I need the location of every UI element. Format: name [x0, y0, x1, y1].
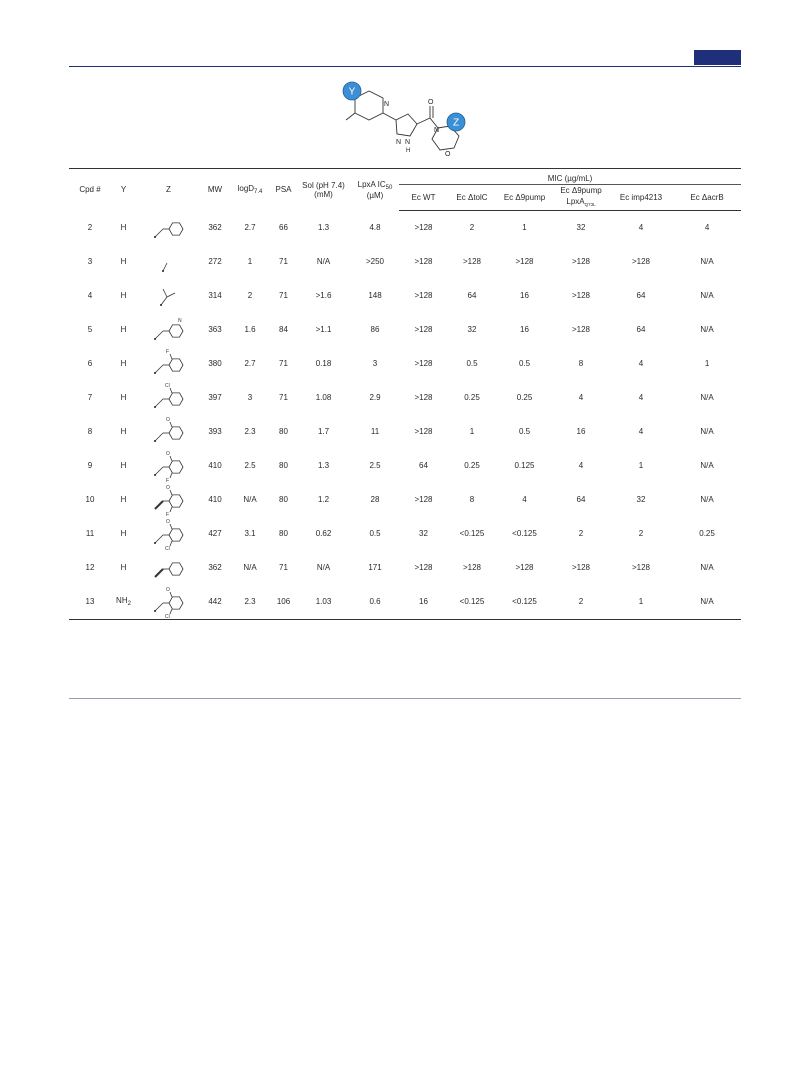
cell-ec-9pump-lpxa: 64	[576, 495, 586, 504]
cell-ec-9pump: >128	[515, 257, 534, 266]
cell-ec-9pump-lpxa: 8	[578, 359, 584, 368]
cell-ec-wt: >128	[414, 563, 433, 572]
table-row	[69, 551, 741, 585]
cell-ic50: 11	[370, 427, 380, 436]
cell-ec-tolc: 64	[467, 291, 477, 300]
cell-y: H	[120, 223, 127, 232]
svg-text:F: F	[165, 348, 169, 355]
col-cpd: Cpd #	[69, 169, 111, 211]
cell-ec-acrb: N/A	[700, 563, 714, 572]
cell-y: H	[120, 563, 127, 572]
cell-ec-wt: >128	[414, 393, 433, 402]
col-z: Z	[136, 169, 201, 211]
cell-ec-acrb: N/A	[673, 585, 741, 620]
pyrazole-ring	[396, 114, 417, 136]
cell-ec-9pump-lpxa: 16	[576, 427, 586, 436]
y-badge-label: Y	[348, 86, 356, 98]
cell-mw: 427	[208, 529, 222, 538]
table-row	[69, 517, 741, 551]
cell-ec-wt: >128	[414, 427, 433, 436]
cell-ec-9pump: >128	[515, 563, 534, 572]
amide-n-label: N	[434, 127, 440, 134]
z-structure-2-chlorobenzyl	[136, 381, 201, 415]
cell-ec-9pump: 4	[522, 495, 527, 504]
cell-ec-imp: 1	[638, 461, 644, 470]
cell-ec-wt: >128	[414, 359, 433, 368]
cell-ec-9pump-lpxa: 32	[576, 223, 586, 233]
table-row	[69, 245, 741, 279]
carbonyl-o-label: O	[428, 99, 434, 106]
cell-ec-9pump: 0.5	[518, 359, 531, 368]
pyrazole-nh-label: N	[405, 139, 411, 146]
z-structure-benzyl-wedge	[136, 551, 201, 585]
z-structure-methoxy-fluorobenzyl-wedge	[136, 483, 201, 517]
col-logd: logD$_{7.4}$	[229, 169, 271, 211]
cell-ec-wt: 16	[399, 585, 448, 620]
cell-sol: 1.2	[317, 495, 330, 504]
cell-ec-9pump: 0.125	[514, 461, 535, 470]
col-y: Y	[111, 169, 136, 211]
cell-mw: 397	[208, 393, 222, 402]
table-row	[69, 347, 741, 381]
table-body	[69, 211, 741, 620]
cell-ic50: 4.8	[369, 223, 381, 232]
cell-mw: 363	[208, 325, 222, 334]
svg-text:O: O	[165, 518, 170, 525]
cell-ec-imp: >128	[631, 563, 651, 572]
cell-psa: 80	[279, 461, 288, 470]
cell-ec-imp: 64	[636, 291, 646, 300]
cell-logd: N/A	[243, 563, 257, 572]
cell-cpd: 12	[85, 563, 95, 572]
cell-sol: 1.03	[296, 585, 351, 620]
cell-cpd: 11	[85, 529, 95, 538]
cell-logd: 2	[247, 291, 253, 300]
cell-cpd: 3	[87, 257, 93, 266]
cell-sol: 1.08	[315, 393, 332, 402]
cell-logd: 3	[247, 393, 253, 402]
cell-ec-acrb: 4	[704, 223, 710, 233]
cell-psa: 84	[279, 325, 288, 334]
cell-ec-wt: 32	[419, 529, 428, 538]
cell-sol: 0.18	[315, 359, 332, 368]
col-ec-imp: Ec imp4213	[609, 185, 673, 211]
cell-cpd: 10	[85, 495, 95, 504]
cell-ic50: 148	[368, 291, 382, 300]
table-row	[69, 449, 741, 483]
cell-cpd: 13	[69, 585, 111, 620]
cell-ic50: 3	[372, 359, 378, 368]
cell-ic50: 0.6	[351, 585, 399, 620]
cell-ec-9pump: <0.125	[496, 585, 553, 620]
cell-mw: 272	[208, 257, 222, 266]
cell-psa: 80	[279, 529, 288, 538]
pyrazole-h-label: H	[406, 148, 411, 154]
svg-text:O: O	[165, 586, 170, 593]
cell-ic50: 2.5	[369, 461, 381, 470]
morpholine-o-label: O	[445, 151, 451, 158]
cell-ec-9pump: 16	[520, 291, 529, 300]
cell-y: H	[120, 257, 127, 266]
cell-ec-tolc: 2	[469, 223, 475, 233]
pyridine-n-label: N	[384, 101, 390, 108]
header-tab	[694, 50, 741, 65]
cell-ic50: 28	[370, 495, 380, 504]
cell-cpd: 8	[87, 427, 93, 436]
cell-ec-9pump-lpxa: 2	[553, 585, 609, 620]
cell-ec-acrb: N/A	[700, 495, 714, 504]
table-row	[69, 415, 741, 449]
cell-psa: 80	[279, 427, 288, 436]
cell-ec-9pump-lpxa: >128	[571, 257, 591, 266]
svg-text:O: O	[165, 484, 170, 491]
cell-ec-9pump-lpxa: 2	[578, 529, 584, 538]
cell-ec-imp: 4	[638, 223, 644, 233]
cell-psa: 106	[271, 585, 296, 620]
z-structure-2-methoxybenzyl	[136, 415, 201, 449]
cell-ec-tolc: 32	[467, 325, 477, 334]
svg-text:O: O	[165, 450, 170, 457]
z-structure-methoxy-fluorobenzyl	[136, 449, 201, 483]
cell-ic50: 2.9	[369, 393, 381, 402]
cell-sol: 1.3	[317, 461, 330, 470]
cell-ec-wt: >128	[414, 325, 433, 334]
cell-logd: 2.5	[244, 461, 256, 470]
cell-sol: 1.3	[317, 223, 330, 232]
cell-ec-tolc: 8	[469, 495, 475, 504]
cell-ec-wt: >128	[414, 291, 433, 300]
cell-ec-9pump: <0.125	[512, 529, 537, 538]
cell-ec-9pump: 0.25	[516, 393, 533, 402]
cell-cpd: 9	[87, 461, 93, 470]
cell-ec-imp: 2	[638, 529, 644, 538]
cell-psa: 71	[279, 393, 288, 402]
cell-ec-9pump-lpxa: 4	[578, 461, 584, 470]
cell-ec-acrb: N/A	[700, 257, 714, 266]
cell-y: H	[120, 393, 127, 402]
cell-logd: 2.7	[244, 359, 256, 368]
cell-mw: 314	[208, 291, 222, 300]
z-structure-hydrogen	[136, 245, 201, 279]
bottom-rule	[69, 698, 741, 699]
cell-y: H	[120, 325, 127, 334]
col-sol: Sol (pH 7.4) (mM)	[296, 169, 351, 211]
z-structure-benzyl	[136, 211, 201, 245]
cell-ec-tolc: <0.125	[448, 585, 496, 620]
cell-sol: >1.6	[315, 291, 332, 300]
cell-cpd: 2	[87, 223, 93, 232]
cell-sol: 0.62	[315, 529, 332, 538]
cell-sol: N/A	[316, 563, 331, 572]
svg-text:Cl: Cl	[164, 613, 170, 619]
cell-ec-imp: 4	[638, 427, 644, 436]
svg-text:O: O	[165, 416, 170, 423]
cell-ec-9pump-lpxa: >128	[571, 291, 591, 300]
cell-ec-9pump-lpxa: >128	[571, 325, 591, 334]
cell-ec-tolc: 0.5	[466, 359, 478, 368]
svg-text:Cl: Cl	[164, 382, 170, 389]
cell-ic50: 0.5	[369, 529, 381, 538]
table-row	[69, 211, 741, 245]
cell-logd: 2.3	[229, 585, 271, 620]
cell-ec-wt: 64	[419, 461, 428, 470]
svg-text:F: F	[165, 477, 169, 483]
cell-logd: 2.3	[244, 427, 256, 436]
svg-text:N: N	[177, 317, 182, 324]
col-group-mic: MIC (µg/mL)	[399, 169, 741, 185]
cell-cpd: 5	[87, 325, 93, 334]
col-ic50: LpxA $IC_{50}$ (µM)	[351, 169, 399, 211]
pyrazole-n-label: N	[396, 139, 402, 146]
cell-y: H	[120, 529, 127, 538]
cell-logd: 1	[247, 257, 253, 266]
cell-logd: 3.1	[244, 529, 256, 538]
cell-ic50: >250	[365, 257, 385, 266]
cell-mw: 393	[208, 427, 222, 436]
cell-ec-tolc: 0.25	[464, 461, 480, 470]
cell-y: H	[120, 359, 127, 368]
z-structure-methoxy-chlorobenzyl	[136, 585, 201, 620]
cell-y: $NH_2$	[111, 585, 136, 620]
cell-cpd: 6	[87, 359, 93, 368]
cell-logd: N/A	[243, 495, 257, 504]
table-row	[69, 313, 741, 347]
cell-mw: 442	[201, 585, 229, 620]
z-structure-pyridylmethyl	[136, 313, 201, 347]
svg-text:Cl: Cl	[164, 545, 170, 551]
cell-ec-imp: >128	[631, 257, 651, 266]
cell-sol: N/A	[316, 257, 331, 266]
col-psa: PSA	[271, 169, 296, 211]
cell-ec-wt: >128	[414, 223, 433, 233]
cell-ec-9pump: 16	[520, 325, 529, 334]
cell-ec-imp: 4	[638, 393, 644, 402]
top-rule	[69, 66, 741, 67]
cell-ec-tolc: <0.125	[459, 529, 485, 538]
cell-ec-imp: 32	[636, 495, 646, 504]
cell-ec-9pump-lpxa: 4	[578, 393, 584, 402]
col-mw: MW	[201, 169, 229, 211]
svg-text:F: F	[165, 511, 169, 517]
cell-ec-acrb: N/A	[700, 461, 714, 470]
table-row	[69, 381, 741, 415]
cell-ec-imp: 4	[638, 359, 644, 368]
cell-ec-acrb: 1	[704, 359, 710, 368]
cell-mw: 410	[208, 495, 222, 504]
cell-y: H	[120, 291, 127, 300]
cell-mw: 362	[208, 563, 222, 572]
cell-cpd: 7	[87, 393, 93, 402]
cell-ec-imp: 1	[609, 585, 673, 620]
table-row	[69, 585, 741, 620]
cell-ic50: 86	[370, 325, 380, 334]
cell-y: H	[120, 461, 127, 470]
cell-ec-tolc: 1	[469, 427, 475, 436]
cell-psa: 80	[279, 495, 288, 504]
cell-mw: 362	[208, 223, 222, 232]
cell-ec-tolc: 0.25	[464, 393, 480, 402]
cell-ec-imp: 64	[636, 325, 646, 334]
cell-logd: 2.7	[244, 223, 256, 232]
z-structure-methoxy-chlorobenzyl	[136, 517, 201, 551]
cell-sol: >1.1	[315, 325, 332, 334]
cell-ec-9pump: 1	[522, 223, 527, 233]
sar-table	[69, 168, 741, 620]
cell-ec-wt: >128	[414, 257, 433, 266]
cell-ec-tolc: >128	[462, 563, 482, 572]
cell-mw: 410	[208, 461, 222, 470]
cell-ec-acrb: N/A	[700, 291, 714, 300]
cell-ec-9pump-lpxa: >128	[571, 563, 591, 572]
cell-ec-wt: >128	[414, 495, 433, 504]
col-ec-acrb: Ec ΔacrB	[673, 185, 741, 211]
cell-sol: 1.7	[317, 427, 330, 436]
cell-ic50: 171	[368, 563, 382, 572]
cell-ec-acrb: N/A	[700, 427, 714, 436]
cell-cpd: 4	[87, 291, 93, 300]
cell-logd: 1.6	[244, 325, 256, 334]
scaffold-structure	[330, 76, 490, 168]
cell-ec-acrb: 0.25	[699, 529, 715, 538]
z-structure-isobutyl	[136, 279, 201, 313]
cell-psa: 71	[279, 291, 288, 300]
col-ec-9pump: Ec Δ9pump	[496, 185, 553, 211]
cell-ec-acrb: N/A	[700, 325, 714, 334]
col-ec-tolc: Ec ΔtolC	[448, 185, 496, 211]
col-ec-9pump-lpxa: Ec Δ9pump LpxA$_{Q73L}$	[553, 185, 609, 211]
table-row	[69, 483, 741, 517]
cell-psa: 71	[279, 257, 288, 266]
cell-y: H	[120, 427, 127, 436]
cell-ec-9pump: 0.5	[518, 427, 531, 436]
table-row	[69, 279, 741, 313]
cell-ec-tolc: >128	[462, 257, 482, 266]
cell-ec-acrb: N/A	[700, 393, 714, 402]
cell-psa: 66	[279, 223, 288, 232]
cell-psa: 71	[279, 563, 288, 572]
cell-psa: 71	[279, 359, 288, 368]
cell-y: H	[120, 495, 127, 504]
cell-mw: 380	[208, 359, 222, 368]
col-ec-wt: Ec WT	[399, 185, 448, 211]
z-badge-label: Z	[452, 117, 460, 129]
z-structure-2-fluorobenzyl	[136, 347, 201, 381]
